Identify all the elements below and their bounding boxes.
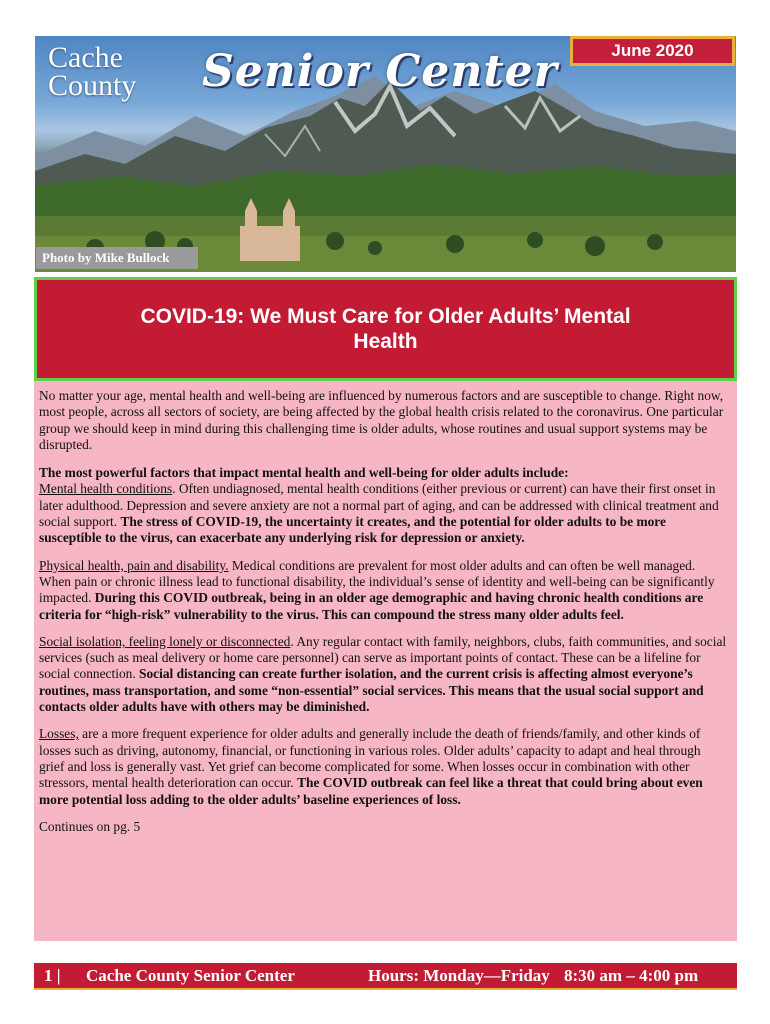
paragraph-mental-health (39, 465, 729, 546)
social-isolation-label: Social isolation, feeling lonely or disconnected (39, 633, 291, 649)
footer-org-name: Cache County Senior Center (86, 965, 295, 985)
losses-label: Losses, (39, 726, 79, 742)
article-body (34, 381, 737, 941)
article-title: COVID-19: We Must Care for Older Adults’ Mental Health (140, 305, 631, 353)
photo-credit: Photo by Mike Bullock (36, 247, 198, 269)
continues-note: Continues on pg. 5 (39, 818, 141, 834)
mental-health-text: . Often undiagnosed, mental health conditions (either previous or current) can have their first onset in later adulthood. Depression and severe anxiety are not a normal part of aging, and can be addressed with clinical treatment and social support. (39, 481, 719, 530)
physical-health-label: Physical health, pain and disability. (39, 557, 229, 573)
footer-hours-time: 8:30 am – 4:00 pm (564, 965, 699, 985)
paragraph-losses (39, 726, 729, 807)
issue-date: June 2020 (570, 36, 735, 66)
page-footer (34, 963, 737, 990)
footer-hours-label: Hours: Monday—Friday (368, 965, 550, 985)
logo-cache-county (48, 41, 137, 102)
logo-line-cache: Cache (48, 41, 123, 74)
factors-heading: The most powerful factors that impact mental health and well-being for older adults include: (39, 465, 569, 481)
page-number: 1 | (44, 965, 61, 985)
logo-senior-center: Senior Center (202, 46, 558, 97)
paragraph-physical-health (39, 558, 729, 623)
article-intro: No matter your age, mental health and well-being are influenced by numerous factors and are susceptible to change. Right now, most people, across all sectors of society, are being affected by the global health crisis related to the coronavirus. One particular group we should keep in mind during this challenging time is older adults, whose routines and usual support systems may be disrupted. (39, 388, 724, 452)
losses-bold: The COVID outbreak can feel like a threat that could bring about even more potential loss adding to the older adults’ baseline experiences of loss. (39, 775, 703, 807)
physical-health-text: Medical conditions are prevalent for most older adults and can often be well managed. When pain or chronic illness lead to functional disability, the individual’s sense of identity and well-being can be significantly impacted. (39, 557, 715, 606)
mental-health-bold: The stress of COVID-19, the uncertainty it creates, and the potential for older adults to be more susceptible to the virus, can exacerbate any underlying risk for depression or anxiety. (39, 514, 666, 546)
logo-line-county: County (48, 69, 137, 102)
mental-health-label: Mental health conditions (39, 481, 173, 497)
social-isolation-text: . Any regular contact with family, neighbors, clubs, faith communities, and social services (such as meal delivery or home care personnel) can serve as important points of contact. These can be a lifeline for social connection. (39, 633, 727, 682)
headline-banner (34, 277, 737, 381)
physical-health-bold: During this COVID outbreak, being in an older age demographic and having chronic health conditions are criteria for “high-risk” vulnerability to the virus. This can compound the stress many older adults feel. (39, 590, 704, 622)
paragraph-social-isolation (39, 634, 729, 715)
losses-text: are a more frequent experience for older adults and generally include the death of friends/family, and other kinds of losses such as driving, autonomy, financial, or functioning in various roles. Older adults’ capacity to adapt and heal through grief and loss is generally vast. Yet grief can become complicated for some. When losses occur in combination with other stressors, mental health deterioration can occur. (39, 726, 701, 791)
social-isolation-bold: Social distancing can create further isolation, and the current crisis is affecting almost everyone’s routines, mass transportation, and some “non-essential” social services. This means that the usual social support and contacts older adults have with others may be diminished. (39, 666, 704, 715)
